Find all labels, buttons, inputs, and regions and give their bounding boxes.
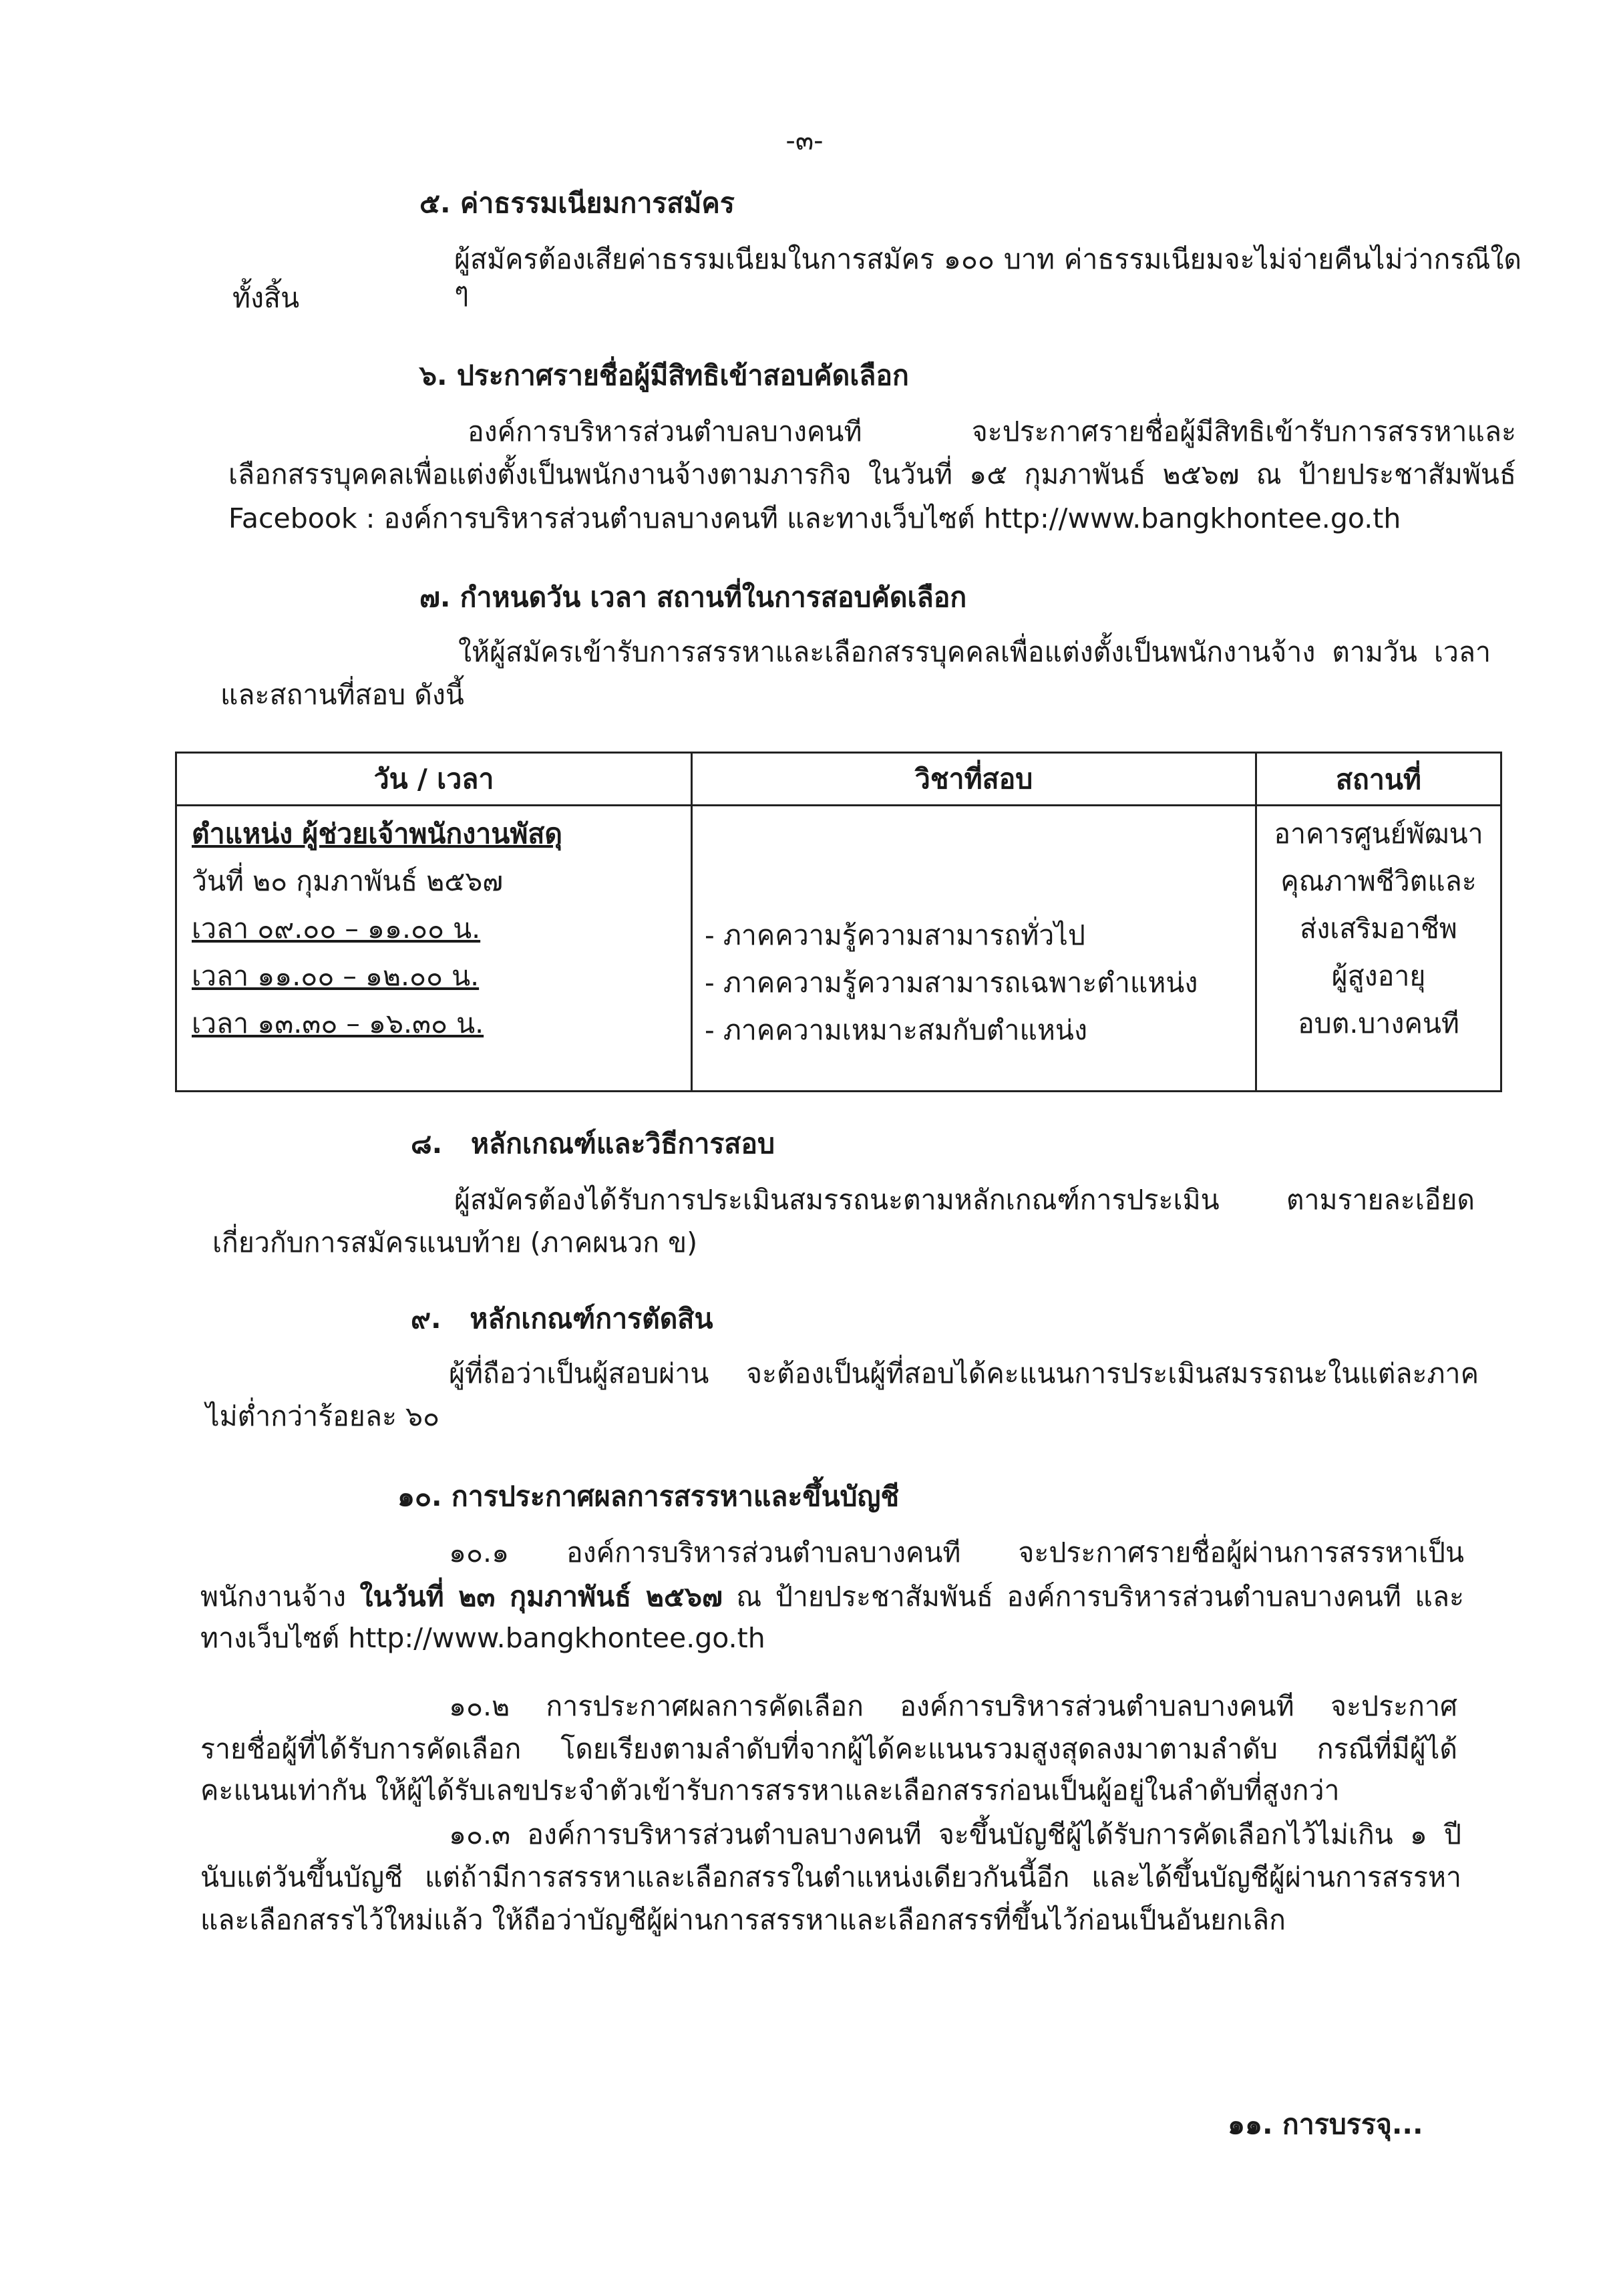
section10-p3-line-2: นับแต่วันขึ้นบัญชี แต่ถ้ามีการสรรหาและเลือกสรรในตำแหน่งเดียวกันนี้อีก และได้ขึ้นบัญชีผู้ผ่านการสรรหา <box>200 1861 1461 1893</box>
section6-line-2: เลือกสรรบุคคลเพื่อแต่งตั้งเป็นพนักงานจ้างตามภารกิจ ในวันที่ ๑๕ กุมภาพันธ์ ๒๕๖๗ ณ ป้ายประชาสัมพันธ์ <box>228 458 1516 490</box>
venue-line-1: อาคารศูนย์พัฒนา <box>1274 818 1483 850</box>
subject-1: - ภาคความรู้ความสามารถทั่วไป <box>705 919 1085 951</box>
continuation-note: ๑๑. การบรรจุ... <box>1228 2108 1423 2140</box>
section10-p3-line-3: และเลือกสรรไว้ใหม่แล้ว ให้ถือว่าบัญชีผู้ผ่านการสรรหาและเลือกสรรที่ขึ้นไว้ก่อนเป็นอันยกเลิก <box>200 1904 1286 1936</box>
section9-heading: ๙. หลักเกณฑ์การตัดสิน <box>411 1303 713 1335</box>
exam-time-2: เวลา ๑๑.๐๐ – ๑๒.๐๐ น. <box>192 960 480 992</box>
page-number: -๓- <box>785 126 824 156</box>
section7-line-2: และสถานที่สอบ ดังนี้ <box>220 679 464 711</box>
section8-line-2: เกี่ยวกับการสมัครแนบท้าย (ภาคผนวก ข) <box>212 1226 698 1259</box>
position-title: ตำแหน่ง ผู้ช่วยเจ้าพนักงานพัสดุ <box>192 818 563 850</box>
section9-line-1: ผู้ที่ถือว่าเป็นผู้สอบผ่าน จะต้องเป็นผู้ที่สอบได้คะแนนการประเมินสมรรถนะในแต่ละภาค <box>449 1357 1479 1389</box>
section7-heading: ๗. กำหนดวัน เวลา สถานที่ในการสอบคัดเลือก <box>419 581 967 613</box>
exam-time-3: เวลา ๑๓.๓๐ – ๑๖.๓๐ น. <box>192 1007 484 1039</box>
exam-schedule-table <box>175 752 1502 1092</box>
section10-p1-line-2 <box>200 1581 1464 1613</box>
section8-line-1: ผู้สมัครต้องได้รับการประเมินสมรรถนะตามหลักเกณฑ์การประเมิน ตามรายละเอียด <box>454 1184 1475 1216</box>
section10-p2-line-1: ๑๐.๒ การประกาศผลการคัดเลือก องค์การบริหารส่วนตำบลบางคนที จะประกาศ <box>449 1690 1457 1722</box>
section10-p1-line-1: ๑๐.๑ องค์การบริหารส่วนตำบลบางคนที จะประกาศรายชื่อผู้ผ่านการสรรหาเป็น <box>449 1536 1464 1569</box>
p1-line2-date: ในวันที่ ๒๓ กุมภาพันธ์ ๒๕๖๗ <box>359 1581 723 1613</box>
section6-heading: ๖. ประกาศรายชื่อผู้มีสิทธิเข้าสอบคัดเลือก <box>419 359 909 391</box>
exam-time-1: เวลา ๐๙.๐๐ – ๑๑.๐๐ น. <box>192 913 481 945</box>
p1-line2-post: ณ ป้ายประชาสัมพันธ์ องค์การบริหารส่วนตำบลบางคนที และ <box>722 1581 1465 1613</box>
section6-line-1: องค์การบริหารส่วนตำบลบางคนที จะประกาศรายชื่อผู้มีสิทธิเข้ารับการสรรหาและ <box>468 416 1516 448</box>
section7-line-1: ให้ผู้สมัครเข้ารับการสรรหาและเลือกสรรบุคคลเพื่อแต่งตั้งเป็นพนักงานจ้าง ตามวัน เวลา <box>458 636 1491 668</box>
p1-line2-pre: พนักงานจ้าง <box>200 1581 360 1613</box>
section10-p2-line-2: รายชื่อผู้ที่ได้รับการคัดเลือก โดยเรียงตามลำดับที่จากผู้ได้คะแนนรวมสูงสุดลงมาตามลำดับ กรณีที่มีผู้ได้ <box>200 1733 1457 1765</box>
section6-line-3: Facebook : องค์การบริหารส่วนตำบลบางคนที และทางเว็บไซต์ http://www.bangkhontee.go.th <box>228 502 1401 534</box>
section10-p2-line-3: คะแนนเท่ากัน ให้ผู้ได้รับเลขประจำตัวเข้ารับการสรรหาและเลือกสรรก่อนเป็นผู้อยู่ในลำดับที่สูงกว่า <box>200 1774 1340 1806</box>
table-row <box>176 806 1501 1092</box>
section8-heading: ๘. หลักเกณฑ์และวิธีการสอบ <box>411 1128 775 1160</box>
header-venue: สถานที่ <box>1256 753 1501 806</box>
venue-line-3: ส่งเสริมอาชีพ <box>1300 913 1457 945</box>
section5-line-1: ผู้สมัครต้องเสียค่าธรรมเนียมในการสมัคร ๑๐๐ บาท ค่าธรรมเนียมจะไม่จ่ายคืนไม่ว่ากรณีใด ๆ <box>454 243 1522 309</box>
subject-3: - ภาคความเหมาะสมกับตำแหน่ง <box>705 1014 1087 1046</box>
section10-p1-line-3: ทางเว็บไซต์ http://www.bangkhontee.go.th <box>200 1622 765 1654</box>
exam-date: วันที่ ๒๐ กุมภาพันธ์ ๒๕๖๗ <box>192 865 504 897</box>
date-time-cell <box>176 806 692 1092</box>
venue-line-5: อบต.บางคนที <box>1298 1007 1459 1039</box>
header-date-time: วัน / เวลา <box>176 753 692 806</box>
venue-line-4: ผู้สูงอายุ <box>1331 960 1426 992</box>
subject-2: - ภาคความรู้ความสามารถเฉพาะตำแหน่ง <box>705 967 1198 999</box>
section5-line-2: ทั้งสิ้น <box>232 282 300 314</box>
subject-cell <box>692 806 1256 1092</box>
section5-heading: ๕. ค่าธรรมเนียมการสมัคร <box>419 187 735 219</box>
section10-heading: ๑๐. การประกาศผลการสรรหาและขึ้นบัญชี <box>397 1480 900 1512</box>
header-subject: วิชาที่สอบ <box>692 753 1256 806</box>
section10-p3-line-1: ๑๐.๓ องค์การบริหารส่วนตำบลบางคนที จะขึ้นบัญชีผู้ได้รับการคัดเลือกไว้ไม่เกิน ๑ ปี <box>449 1818 1461 1850</box>
section9-line-2: ไม่ต่ำกว่าร้อยละ ๖๐ <box>206 1400 440 1432</box>
venue-cell <box>1256 806 1501 1092</box>
venue-line-2: คุณภาพชีวิตและ <box>1280 865 1477 897</box>
table-header-row <box>176 753 1501 806</box>
